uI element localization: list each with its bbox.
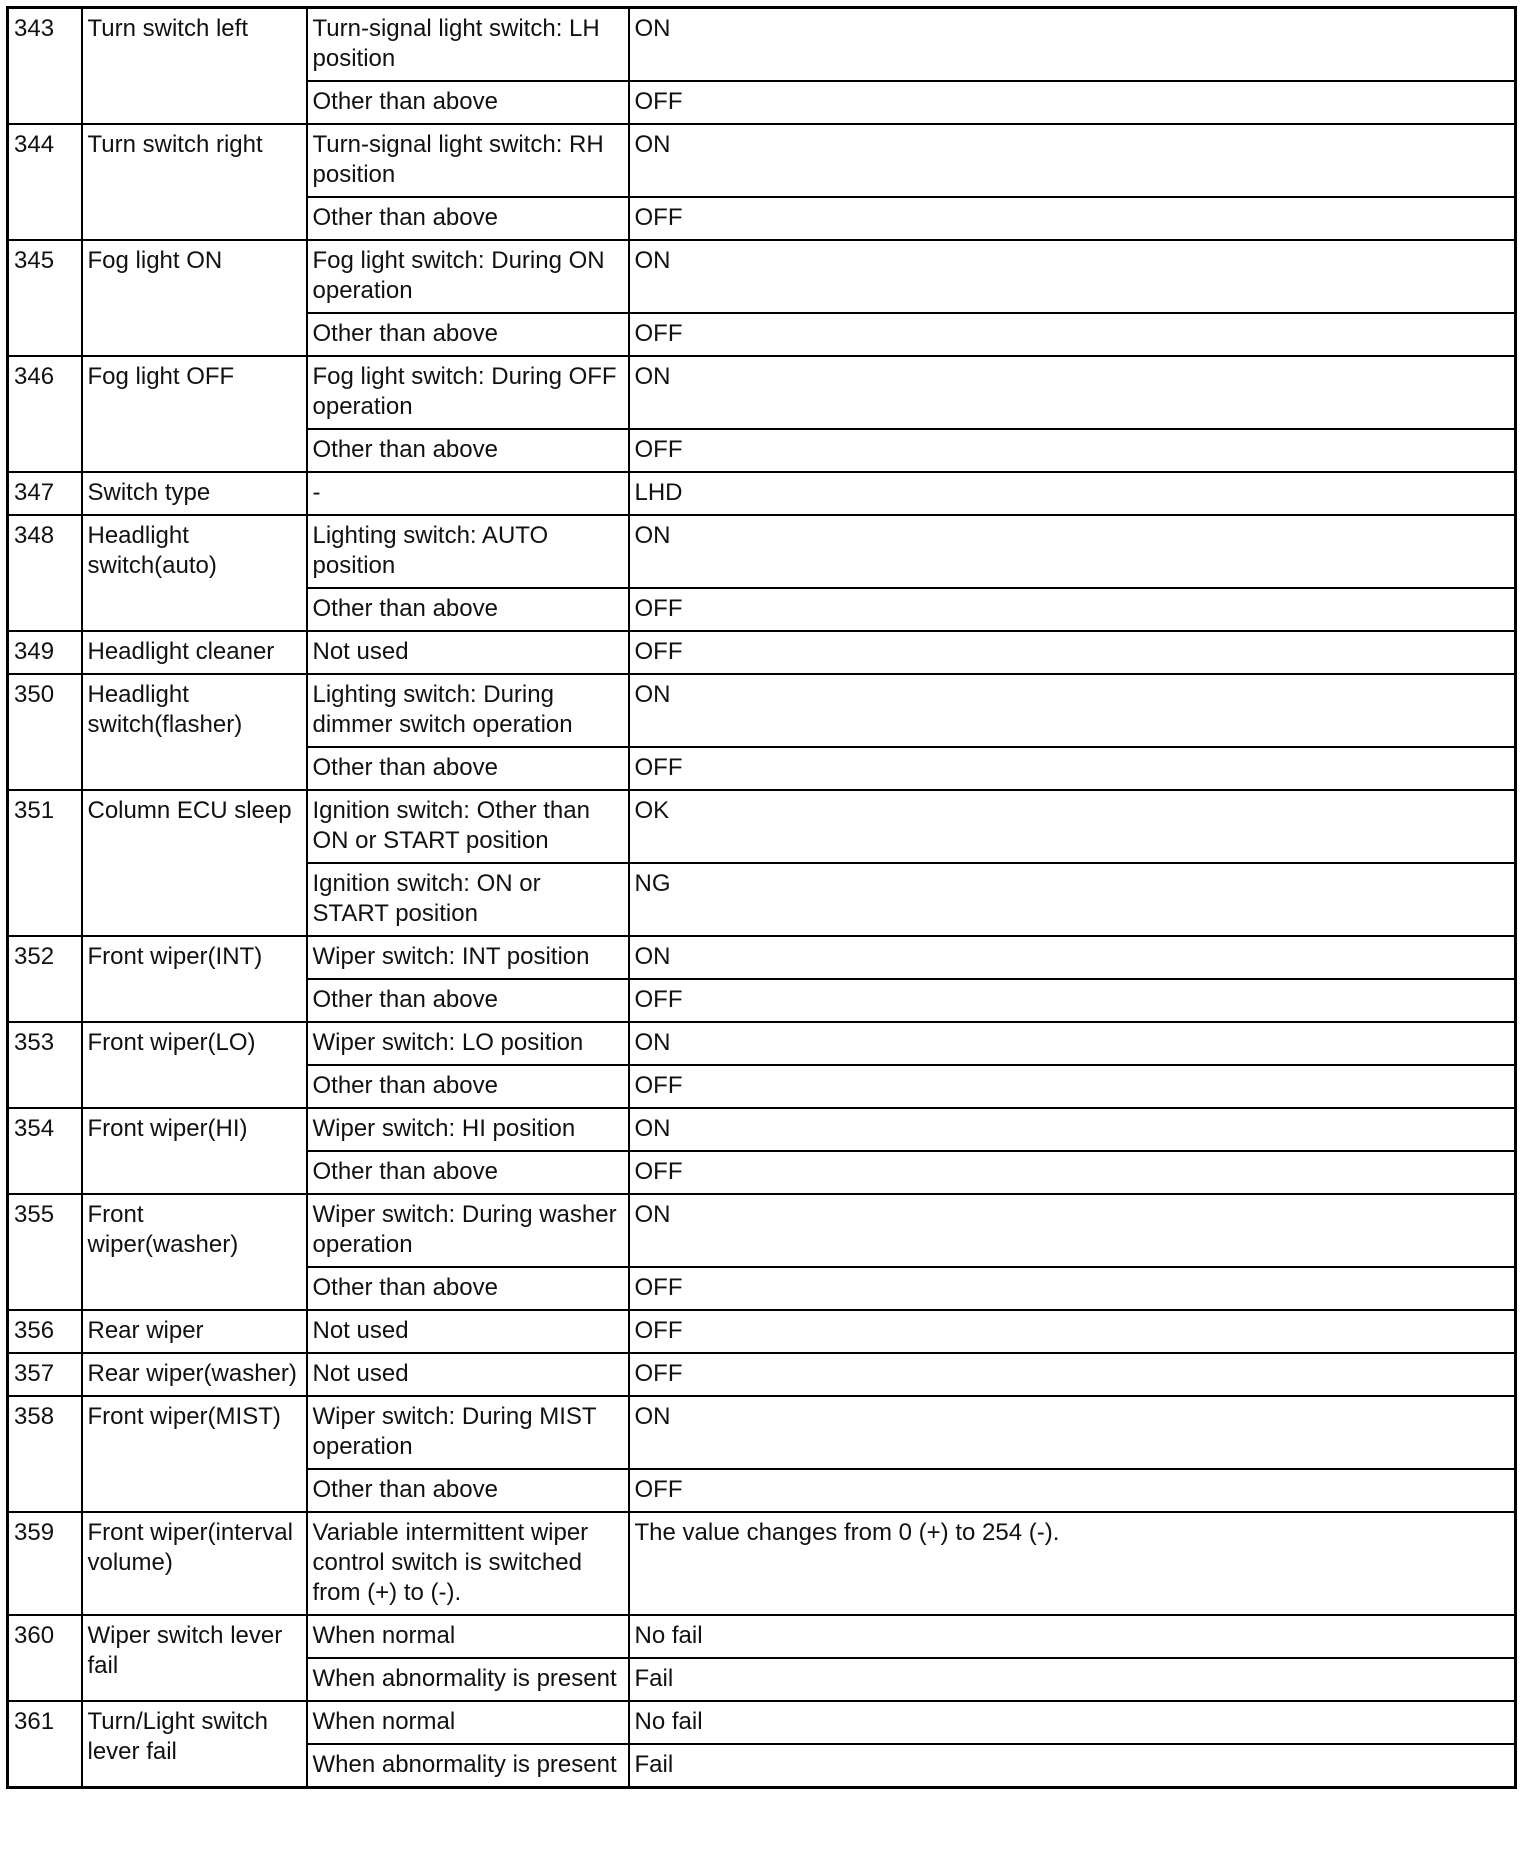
value-cell: OFF (629, 197, 1516, 240)
item-name-cell: Front wiper(LO) (82, 1022, 307, 1108)
condition-cell: Turn-signal light switch: LH position (307, 8, 629, 82)
value-cell: ON (629, 240, 1516, 313)
value-cell: OFF (629, 81, 1516, 124)
condition-cell: Wiper switch: HI position (307, 1108, 629, 1151)
value-cell: OFF (629, 1267, 1516, 1310)
condition-cell: Other than above (307, 313, 629, 356)
condition-cell: Not used (307, 631, 629, 674)
condition-cell: Lighting switch: AUTO position (307, 515, 629, 588)
item-number-cell: 348 (8, 515, 82, 631)
value-cell: ON (629, 1194, 1516, 1267)
item-name-cell: Turn switch right (82, 124, 307, 240)
condition-cell: Not used (307, 1353, 629, 1396)
condition-cell: When abnormality is present (307, 1658, 629, 1701)
table-row (8, 1701, 1516, 1744)
item-name-cell: Front wiper(washer) (82, 1194, 307, 1310)
item-number-cell: 355 (8, 1194, 82, 1310)
condition-cell: Ignition switch: Other than ON or START position (307, 790, 629, 863)
item-number-cell: 345 (8, 240, 82, 356)
data-list-table (6, 6, 1517, 1789)
value-cell: OK (629, 790, 1516, 863)
item-name-cell: Headlight cleaner (82, 631, 307, 674)
table-row (8, 1022, 1516, 1065)
condition-cell: Other than above (307, 197, 629, 240)
condition-cell: When abnormality is present (307, 1744, 629, 1788)
table-row (8, 8, 1516, 82)
value-cell: No fail (629, 1701, 1516, 1744)
item-number-cell: 358 (8, 1396, 82, 1512)
item-name-cell: Rear wiper (82, 1310, 307, 1353)
value-cell: Fail (629, 1744, 1516, 1788)
condition-cell: Other than above (307, 588, 629, 631)
item-name-cell: Turn/Light switch lever fail (82, 1701, 307, 1788)
value-cell: ON (629, 356, 1516, 429)
item-name-cell: Fog light ON (82, 240, 307, 356)
table-row (8, 1615, 1516, 1658)
table-row (8, 1353, 1516, 1396)
condition-cell: Fog light switch: During OFF operation (307, 356, 629, 429)
condition-cell: Other than above (307, 1267, 629, 1310)
table-row (8, 631, 1516, 674)
table-row (8, 790, 1516, 863)
table-row (8, 240, 1516, 313)
value-cell: OFF (629, 1310, 1516, 1353)
item-name-cell: Wiper switch lever fail (82, 1615, 307, 1701)
table-row (8, 515, 1516, 588)
table-row (8, 1108, 1516, 1151)
item-number-cell: 343 (8, 8, 82, 125)
value-cell: Fail (629, 1658, 1516, 1701)
table-row (8, 1512, 1516, 1615)
item-number-cell: 349 (8, 631, 82, 674)
item-number-cell: 344 (8, 124, 82, 240)
condition-cell: Wiper switch: LO position (307, 1022, 629, 1065)
condition-cell: When normal (307, 1701, 629, 1744)
table-row (8, 1396, 1516, 1469)
condition-cell: Other than above (307, 979, 629, 1022)
condition-cell: Wiper switch: During MIST operation (307, 1396, 629, 1469)
condition-cell: When normal (307, 1615, 629, 1658)
condition-cell: Other than above (307, 1151, 629, 1194)
value-cell: ON (629, 8, 1516, 82)
condition-cell: Ignition switch: ON or START position (307, 863, 629, 936)
item-number-cell: 350 (8, 674, 82, 790)
table-row (8, 472, 1516, 515)
value-cell: ON (629, 674, 1516, 747)
value-cell: ON (629, 124, 1516, 197)
item-number-cell: 353 (8, 1022, 82, 1108)
item-number-cell: 359 (8, 1512, 82, 1615)
table-row (8, 1310, 1516, 1353)
condition-cell: Other than above (307, 429, 629, 472)
item-name-cell: Front wiper(HI) (82, 1108, 307, 1194)
condition-cell: Not used (307, 1310, 629, 1353)
item-number-cell: 354 (8, 1108, 82, 1194)
value-cell: OFF (629, 979, 1516, 1022)
table-body (8, 8, 1516, 1788)
table-row (8, 124, 1516, 197)
value-cell: ON (629, 1396, 1516, 1469)
item-name-cell: Front wiper(INT) (82, 936, 307, 1022)
condition-cell: Turn-signal light switch: RH position (307, 124, 629, 197)
item-number-cell: 361 (8, 1701, 82, 1788)
condition-cell: Wiper switch: During washer operation (307, 1194, 629, 1267)
table-row (8, 1194, 1516, 1267)
item-name-cell: Headlight switch(flasher) (82, 674, 307, 790)
value-cell: ON (629, 936, 1516, 979)
condition-cell: Variable intermittent wiper control switch is switched from (+) to (-). (307, 1512, 629, 1615)
value-cell: ON (629, 1108, 1516, 1151)
value-cell: LHD (629, 472, 1516, 515)
condition-cell: Other than above (307, 81, 629, 124)
value-cell: The value changes from 0 (+) to 254 (-). (629, 1512, 1516, 1615)
item-number-cell: 347 (8, 472, 82, 515)
item-number-cell: 352 (8, 936, 82, 1022)
value-cell: OFF (629, 429, 1516, 472)
value-cell: ON (629, 515, 1516, 588)
condition-cell: Lighting switch: During dimmer switch operation (307, 674, 629, 747)
value-cell: NG (629, 863, 1516, 936)
table-row (8, 936, 1516, 979)
value-cell: OFF (629, 588, 1516, 631)
value-cell: OFF (629, 1065, 1516, 1108)
condition-cell: - (307, 472, 629, 515)
item-number-cell: 357 (8, 1353, 82, 1396)
condition-cell: Other than above (307, 747, 629, 790)
value-cell: OFF (629, 1469, 1516, 1512)
value-cell: OFF (629, 1353, 1516, 1396)
value-cell: OFF (629, 313, 1516, 356)
value-cell: OFF (629, 631, 1516, 674)
table-row (8, 674, 1516, 747)
item-number-cell: 356 (8, 1310, 82, 1353)
item-name-cell: Fog light OFF (82, 356, 307, 472)
condition-cell: Other than above (307, 1065, 629, 1108)
item-number-cell: 351 (8, 790, 82, 936)
value-cell: No fail (629, 1615, 1516, 1658)
item-name-cell: Headlight switch(auto) (82, 515, 307, 631)
condition-cell: Wiper switch: INT position (307, 936, 629, 979)
item-name-cell: Rear wiper(washer) (82, 1353, 307, 1396)
value-cell: OFF (629, 747, 1516, 790)
item-name-cell: Switch type (82, 472, 307, 515)
data-list-table-container (6, 6, 1517, 1789)
value-cell: OFF (629, 1151, 1516, 1194)
condition-cell: Fog light switch: During ON operation (307, 240, 629, 313)
item-number-cell: 346 (8, 356, 82, 472)
item-name-cell: Front wiper(MIST) (82, 1396, 307, 1512)
item-name-cell: Turn switch left (82, 8, 307, 125)
item-name-cell: Front wiper(interval volume) (82, 1512, 307, 1615)
item-name-cell: Column ECU sleep (82, 790, 307, 936)
condition-cell: Other than above (307, 1469, 629, 1512)
item-number-cell: 360 (8, 1615, 82, 1701)
value-cell: ON (629, 1022, 1516, 1065)
table-row (8, 356, 1516, 429)
